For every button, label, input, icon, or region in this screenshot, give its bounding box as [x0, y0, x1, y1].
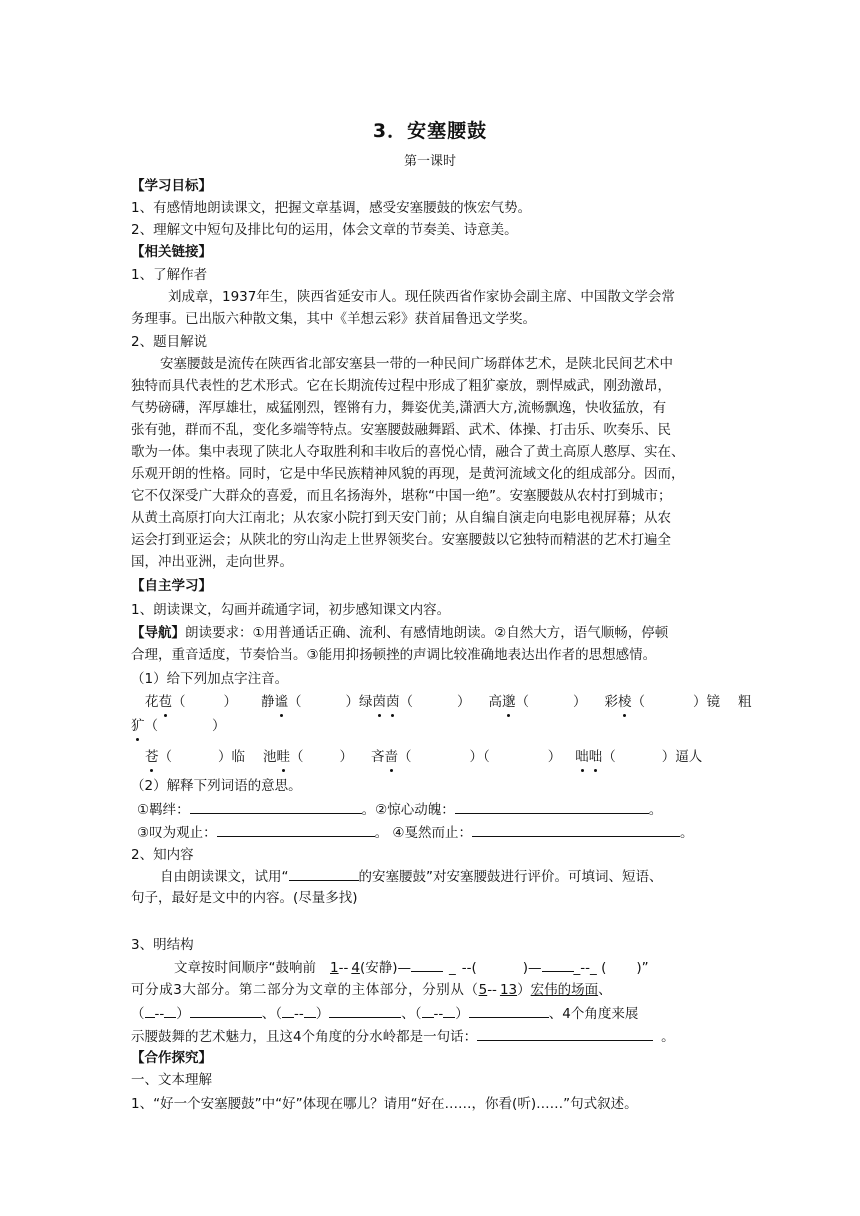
pinyin-row-1b: 犷（ ） [131, 718, 226, 734]
answer-blank[interactable] [411, 957, 443, 972]
goals-heading: 【学习目标】 [131, 178, 212, 194]
answer-blank[interactable] [217, 822, 375, 837]
self-study-item-1: 1、朗读课文，勾画并疏通字词，初步感知课文内容。 [131, 602, 451, 618]
words-heading: （2）解释下列词语的意思。 [131, 778, 302, 794]
text-understanding-heading: 一、文本理解 [131, 1072, 212, 1088]
answer-blank[interactable] [542, 957, 574, 972]
answer-blank[interactable] [282, 1003, 294, 1018]
know-content-heading: 2、知内容 [131, 847, 194, 863]
answer-blank[interactable] [469, 1003, 549, 1018]
author-heading: 1、了解作者 [131, 267, 208, 283]
author-text-1: 刘成章，1937年生，陕西省延安市人。现任陕西省作家协会副主席、中国散文学会常 [168, 289, 675, 305]
dotted-char: 咄 [575, 749, 589, 765]
dotted-char: 咄 [588, 749, 603, 765]
dotted-char: 苞 [158, 694, 172, 710]
self-study-heading: 【自主学习】 [131, 578, 212, 594]
desc-line: 国，冲出亚洲，走向世界。 [131, 554, 293, 570]
nav-line-2: 合理，重音适度，节奏恰当。③能用抑扬顿挫的声调比较准确地表达出作者的思想感情。 [131, 647, 657, 663]
nav-line-1 [131, 623, 668, 643]
links-heading: 【相关链接】 [131, 244, 212, 260]
structure-line-1: 文章按时间顺序“鼓响前 1-- 4(安静)— _ --( )— _--_ ( )” [174, 957, 649, 978]
know-content-line-1: 自由朗读课文，试用“ 的安塞腰鼓”对安塞腰鼓进行评价。可填词、短语、 [160, 866, 663, 887]
title-explain-heading: 2、题目解说 [131, 334, 208, 350]
dotted-char: 棱 [618, 694, 632, 710]
desc-line: 独特而具代表性的艺术形式。它在长期流传过程中形成了粗犷豪放，剽悍威武，刚劲激昂， [131, 378, 671, 394]
lesson-subtitle: 第一课时 [403, 154, 456, 169]
desc-line: 安塞腰鼓是流传在陕西省北部安塞县一带的一种民间广场群体艺术，是陕北民间艺术中 [160, 356, 673, 372]
answer-blank[interactable] [145, 1003, 155, 1018]
words-row-2: ③叹为观止： 。 ④戛然而止： 。 [137, 822, 694, 843]
question-1: 1、“好一个安塞腰鼓”中“好”体现在哪儿？请用“好在……，你看(听)……”句式叙述。 [131, 1096, 638, 1112]
goal-2: 2、理解文中短句及排比句的运用，体会文章的节奏美、诗意美。 [131, 222, 518, 238]
answer-blank[interactable] [289, 866, 359, 881]
pinyin-row-1: 花苞（ ） 静谧（ ）绿茵茵（ ） 高邈（ ） 彩棱（ ）镜 粗 [145, 694, 752, 710]
structure-line-4: 示腰鼓舞的艺术魅力，且这4个角度的分水岭都是一句话： 。 [131, 1026, 675, 1047]
pinyin-row-2: 苍（ ）临 池畦（ ） 吝啬（ ）（ ） 咄咄（ ）逼人 [145, 749, 703, 765]
answer-blank[interactable] [164, 1003, 176, 1018]
desc-line: 歌为一体。集中表现了陕北人夺取胜利和丰收后的喜悦心情，融合了黄土高原人憨厚、实在、 [131, 444, 685, 460]
dotted-char: 畦 [276, 749, 290, 765]
answer-blank[interactable] [329, 1003, 401, 1018]
dotted-char: 谧 [274, 694, 288, 710]
desc-line: 从黄土高原打向大江南北；从农家小院打到天安门前；从自编自演走向电影电视屏幕；从农 [131, 510, 671, 526]
dotted-char: 茵 [386, 694, 400, 710]
answer-blank[interactable] [190, 1003, 262, 1018]
words-row-1: ①羁绊： 。②惊心动魄： 。 [137, 799, 662, 820]
dotted-char: 茵 [372, 694, 386, 710]
goal-1: 1、有感情地朗读课文，把握文章基调，感受安塞腰鼓的恢宏气势。 [131, 200, 532, 216]
desc-line: 张有弛，群而不乱，变化多端等特点。安塞腰鼓融舞蹈、武术、体操、打击乐、吹奏乐、民 [131, 422, 671, 438]
structure-line-2: 可分成3大部分。第二部分为文章的主体部分，分别从（5-- 13）宏伟的场面、 [131, 982, 612, 998]
answer-blank[interactable] [190, 799, 362, 814]
desc-line: 气势磅礴，浑厚雄壮，威猛刚烈，铿锵有力，舞姿优美,潇洒大方,流畅飘逸，快收猛放，有 [131, 400, 667, 416]
structure-line-3: （ -- ） 、（ -- ） 、（ -- ） 、4个角度来展 [131, 1003, 638, 1024]
desc-line: 运会打到亚运会；从陕北的穷山沟走上世界领奖台。安塞腰鼓以它独特而精湛的艺术打遍全 [131, 532, 671, 548]
nav-text: 朗读要求：①用普通话正确、流利、有感情地朗读。②自然大方，语气顺畅，停顿 [185, 625, 669, 641]
desc-line: 它不仅深受广大群众的喜爱，而且名扬海外，堪称“中国一绝”。安塞腰鼓从农村打到城市； [131, 488, 672, 504]
author-text-2: 务理事。已出版六种散文集，其中《羊想云彩》获首届鲁迅文学奖。 [131, 311, 536, 327]
dotted-char: 苍 [145, 749, 159, 765]
answer-blank[interactable] [443, 1003, 455, 1018]
answer-blank[interactable] [304, 1003, 316, 1018]
structure-heading: 3、明结构 [131, 937, 194, 953]
answer-blank[interactable] [422, 1003, 434, 1018]
cooperation-heading: 【合作探究】 [131, 1050, 212, 1066]
answer-blank[interactable] [477, 1026, 653, 1041]
nav-label: 【导航】 [131, 625, 185, 641]
page-title: 3．安塞腰鼓 [372, 120, 488, 142]
dotted-char: 啬 [384, 749, 398, 765]
know-content-line-2: 句子，最好是文中的内容。(尽量多找) [131, 890, 358, 906]
dotted-char: 邈 [502, 694, 516, 710]
answer-blank[interactable] [455, 799, 649, 814]
answer-blank[interactable] [472, 822, 680, 837]
desc-line: 乐观开朗的性格。同时，它是中华民族精神风貌的再现，是黄河流域文化的组成部分。因而， [131, 466, 685, 482]
pinyin-heading: （1）给下列加点字注音。 [131, 671, 289, 687]
dotted-char: 犷 [131, 718, 145, 734]
